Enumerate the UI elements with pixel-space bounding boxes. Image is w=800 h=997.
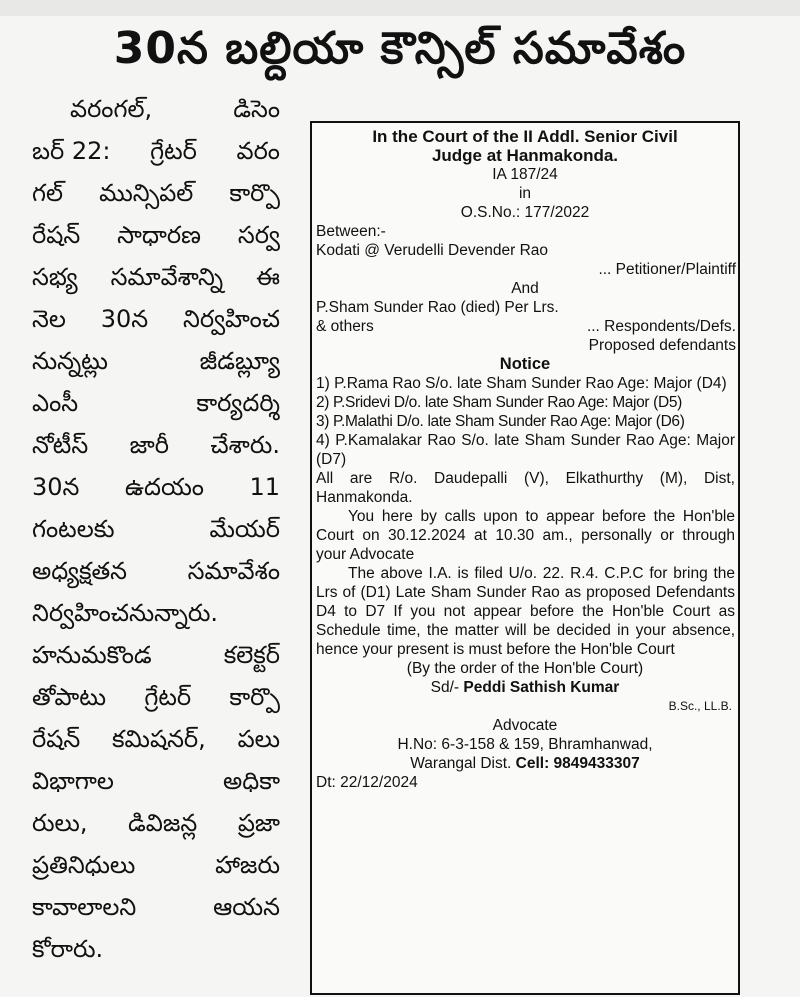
- article-line: [32, 508, 280, 550]
- article-word: కలెక్టర్: [223, 641, 280, 669]
- article-line: [32, 340, 280, 382]
- article-word: రేషన్: [32, 221, 81, 249]
- article-word: ప్రతినిధులు: [32, 851, 136, 879]
- article-word: కార్పొ: [229, 179, 280, 207]
- article-line: [32, 550, 280, 592]
- notice-title: [312, 127, 738, 165]
- article-word: గంటలకు: [32, 515, 115, 543]
- article-word: కోరారు.: [32, 935, 104, 963]
- between-label: Between:-: [316, 223, 386, 240]
- advocate-name: Peddi Sathish Kumar: [463, 679, 620, 696]
- article-word: కావాలాలని: [32, 893, 137, 921]
- article-word: డివిజన్ల: [128, 809, 198, 837]
- article-line: [32, 130, 280, 172]
- article-line: [32, 802, 280, 844]
- article-word: 30న: [32, 473, 80, 501]
- article-line: [32, 676, 280, 718]
- article-word: సర్వ: [237, 221, 280, 249]
- article-word: పలు: [237, 725, 280, 753]
- notice-item-1: 1) P.Rama Rao S/o. late Sham Sunder Rao Age: Major (D4): [316, 375, 727, 392]
- article-word: సమావేశాన్ని: [110, 263, 224, 291]
- article-word: నిర్వహించనున్నారు.: [32, 599, 219, 627]
- respondent-role: ... Respondents/Defs.: [586, 318, 736, 335]
- article-word: డిసెం: [233, 95, 280, 123]
- article-word: కమిషనర్,: [112, 725, 206, 753]
- court-order: (By the order of the Hon'ble Court): [406, 660, 644, 677]
- proposed-defendants: Proposed defendants: [588, 337, 736, 354]
- article-word: బర్ 22:: [32, 137, 111, 165]
- article-line: [32, 760, 280, 802]
- article-word: గల్: [32, 179, 64, 207]
- article-word: ఎంసీ: [32, 389, 79, 417]
- article-word: గ్రేటర్: [150, 137, 197, 165]
- address: All are R/o. Daudepalli (V), Elkathurthy (M), Dist, Hanmakonda.: [316, 470, 735, 506]
- notice-item-4: 4) P.Kamalakar Rao S/o. late Sham Sunder Rao Age: Major (D7): [316, 432, 735, 468]
- article-word: హాజరు: [215, 851, 280, 879]
- article-word: అధ్యక్షతన: [32, 557, 128, 585]
- article-word: 30న: [100, 305, 149, 333]
- article-word: ఈ: [256, 263, 280, 291]
- article-body: [32, 88, 280, 970]
- article-line: [32, 634, 280, 676]
- signature-line: [312, 678, 738, 697]
- advocate-label: Advocate: [492, 717, 558, 734]
- article-word: సమావేశం: [187, 557, 280, 585]
- article-line: [32, 718, 280, 760]
- headline: 30న బల్దియా కౌన్సిల్ సమావేశం: [113, 23, 687, 74]
- article-line: [32, 256, 280, 298]
- article-word: గ్రేటర్: [144, 683, 192, 711]
- article-line: [32, 592, 280, 634]
- petitioner-name: Kodati @ Verudelli Devender Rao: [316, 242, 549, 259]
- article-word: కార్పొ: [229, 683, 280, 711]
- article-word: రులు,: [32, 809, 88, 837]
- os-number: O.S.No.: 177/2022: [460, 204, 590, 221]
- petitioner-role: ... Petitioner/Plaintiff: [598, 261, 736, 278]
- article-word: వరంగల్,: [70, 95, 153, 123]
- article-word: ఆయన: [213, 893, 280, 921]
- article-word: వరం: [236, 137, 280, 165]
- and-text: And: [511, 280, 539, 297]
- district-cell-line: [312, 754, 738, 773]
- article-word: తోపాటు: [32, 683, 107, 711]
- notice-title-line1: In the Court of the II Addl. Senior Civil: [372, 127, 678, 146]
- ia-number: IA 187/24: [492, 166, 558, 183]
- respondent-row: [312, 317, 738, 336]
- article-word: నెల: [32, 305, 66, 333]
- article-line: [32, 424, 280, 466]
- previous-article-strip: [0, 0, 800, 16]
- article-line: [32, 466, 280, 508]
- article-word: సాధారణ: [117, 221, 201, 249]
- article-word: నున్నట్లు: [32, 347, 108, 375]
- cell-number: Cell: 9849433307: [515, 755, 640, 772]
- paragraph-appear: You here by calls upon to appear before the Hon'ble Court on 30.12.2024 at 10.30 am., personally or through your Advocate: [316, 508, 735, 563]
- article-word: నిర్వహించ: [182, 305, 280, 333]
- notice-title-line2: Judge at Hanmakonda.: [431, 146, 619, 165]
- respondent-line1: P.Sham Sunder Rao (died) Per Lrs.: [316, 299, 559, 316]
- article-word: ప్రజా: [237, 809, 280, 837]
- article-word: మున్సిపల్: [99, 179, 194, 207]
- article-word: మేయర్: [209, 515, 280, 543]
- notice-item-3: 3) P.Malathi D/o. late Sham Sunder Rao Age: Major (D6): [316, 413, 685, 430]
- article-word: హనుమకొండ: [32, 641, 152, 669]
- article-line: [32, 298, 280, 340]
- notice-date: Dt: 22/12/2024: [316, 774, 418, 791]
- article-line: [32, 214, 280, 256]
- court-notice: [310, 121, 740, 995]
- qualification: B.Sc., LL.B.: [668, 699, 732, 713]
- article-line: [32, 172, 280, 214]
- article-word: సభ్య: [32, 263, 78, 291]
- article-word: కార్యదర్శి: [196, 389, 280, 417]
- article-line: [32, 88, 280, 130]
- sd-label: Sd/-: [430, 679, 460, 696]
- article-word: అధికా: [223, 767, 280, 795]
- article-line: [32, 382, 280, 424]
- notice-heading: Notice: [499, 355, 551, 373]
- article-word: జారీ: [129, 431, 169, 459]
- article-word: చేశారు.: [210, 431, 280, 459]
- article-line: [32, 844, 280, 886]
- article-word: విభాగాల: [32, 767, 114, 795]
- article-word: నోటీస్: [32, 431, 89, 459]
- paragraph-filed: The above I.A. is filed U/o. 22. R.4. C.P.C for bring the Lrs of (D1) Late Sham Sunder Rao as proposed Defendants D4 to D7 If you not appear before the Hon'ble Court as Schedule time, the matter will be decided in your absence, hence your present is must before the Hon'ble Court: [316, 565, 735, 658]
- article-word: ఉదయం: [124, 473, 204, 501]
- article-word: రేషన్: [32, 725, 81, 753]
- in-text: in: [518, 185, 532, 202]
- district: Warangal Dist.: [410, 755, 512, 772]
- advocate-address: H.No: 6-3-158 & 159, Bhramhanwad,: [397, 736, 653, 753]
- article-word: జీడబ్ల్యూ: [199, 347, 280, 375]
- respondent-line2: & others: [316, 318, 374, 335]
- article-line: [32, 886, 280, 928]
- article-word: 11: [249, 473, 280, 501]
- article-line: [32, 928, 280, 970]
- notice-item-2: 2) P.Sridevi D/o. late Sham Sunder Rao Age: Major (D5): [316, 394, 682, 411]
